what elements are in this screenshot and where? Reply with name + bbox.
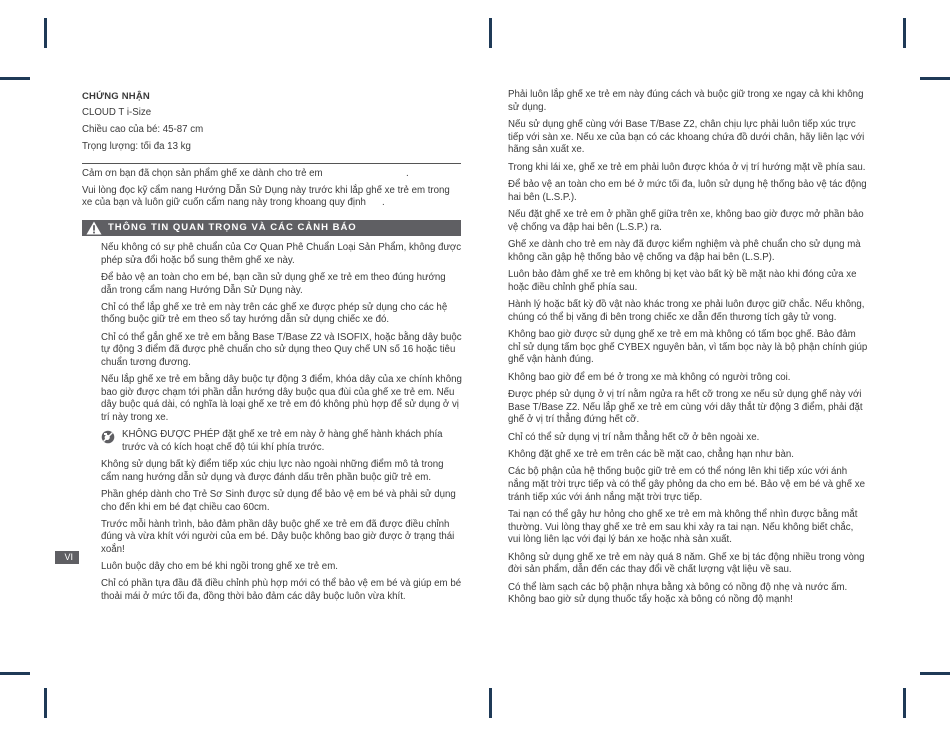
crop-mark <box>903 688 906 718</box>
warning-paragraph: Nếu sử dụng ghế cùng với Base T/Base Z2, chân chịu lực phải luôn tiếp xúc trực tiếp với sàn xe. Nếu xe của bạn có các khoang chứa đồ dưới chân, hãy liên lạc với hãng sản xuất xe. <box>508 119 865 156</box>
warning-paragraph: Luôn buộc dây cho em bé khi ngồi trong ghế xe trẻ em. <box>101 561 338 573</box>
page-label: VI <box>55 551 79 564</box>
intro-paragraph: Cảm ơn bạn đã chọn sản phẩm ghế xe dành cho trẻ em . <box>82 168 409 179</box>
airbag-warning-text: KHÔNG ĐƯỢC PHÉP đặt ghế xe trẻ em này ở hàng ghế hành khách phía trước và có kích hoạt chế độ túi khí phía trước. <box>122 429 443 453</box>
warning-header-text: THÔNG TIN QUAN TRỌNG VÀ CÁC CẢNH BÁO <box>108 222 357 234</box>
warnings-list-left <box>82 242 462 603</box>
certification-line: Trọng lượng: tối đa 13 kg <box>82 141 191 153</box>
warning-paragraph: Chỉ có thể sử dụng vị trí nằm thẳng hết cỡ ở bên ngoài xe. <box>508 431 760 443</box>
certification-title: CHỨNG NHẬN <box>82 91 150 102</box>
divider <box>82 163 461 164</box>
crop-mark <box>44 18 47 48</box>
warning-paragraph: Để bảo vệ an toàn cho em bé ở mức tối đa, luôn sử dụng hệ thống bảo vệ tác động hai bên (L.S.P.). <box>508 179 867 203</box>
intro-paragraph: Vui lòng đọc kỹ cẩm nang Hướng Dẫn Sử Dụng này trước khi lắp ghế xe trẻ em trong xe của bạn và luôn giữ cuốn cẩm nang này trong khoang quy định . <box>82 184 453 209</box>
warning-paragraph: Không sử dụng ghế xe trẻ em này quá 8 năm. Ghế xe bị tác động nhiều trong vòng đời sản phẩm, dẫn đến các thay đổi về chất lượng vật liệu về sau. <box>508 551 865 576</box>
warning-paragraph: Để bảo vệ an toàn cho em bé, bạn cần sử dụng ghế xe trẻ em theo đúng hướng dẫn trong cẩm nang Hướng Dẫn Sử Dụng này. <box>101 271 446 296</box>
warning-paragraph: Phần ghép dành cho Trẻ Sơ Sinh được sử dụng để bảo vệ em bé và phải sử dụng cho đến khi em bé đạt chiều cao 60cm. <box>101 488 456 513</box>
warning-paragraph: Nếu đặt ghế xe trẻ em ở phần ghế giữa trên xe, không bao giờ được mở phần bảo vệ chống va đập hai bên (L.S.P.) ra. <box>508 209 864 233</box>
crop-mark <box>903 18 906 48</box>
warning-triangle-icon <box>86 221 102 235</box>
crop-mark <box>489 18 492 48</box>
warning-paragraph: Không bao giờ để em bé ở trong xe mà không có người trông coi. <box>508 371 791 383</box>
warning-header <box>82 220 461 236</box>
right-column <box>508 89 868 612</box>
warning-paragraph: Chỉ có thể gắn ghế xe trẻ em bằng Base T/Base Z2 và ISOFIX, hoặc bằng dây buộc tự động 3 điểm đã được phê chuẩn cho sử dụng theo Quy chế UN số 16 hoặc tiêu chuẩn tương đương. <box>101 331 462 368</box>
warning-paragraph: Không bao giờ được sử dụng ghế xe trẻ em mà không có tấm bọc ghế. Bảo đảm chỉ sử dụng tấm bọc ghế CYBEX nguyên bản, vì tấm bọc này là bộ phận chính giúp ghế vận hành đúng. <box>508 329 868 366</box>
certification-line: CLOUD T i-Size <box>82 106 152 118</box>
warning-paragraph: Không sử dụng bất kỳ điểm tiếp xúc chịu lực nào ngoài những điểm mô tả trong cẩm nang hướng dẫn sử dụng và được đánh dấu trên phần buộc giữ trẻ em. <box>101 459 444 483</box>
warning-paragraph: Nếu lắp ghế xe trẻ em bằng dây buộc tự động 3 điểm, khóa dây của xe chính không bao giờ được chạm tới phần dẫn hướng dây buộc qua đùi của ghế xe trẻ em. Nếu dây buộc quá dài, có nghĩa là loại ghế xe trẻ em đó không phù hợp để sử dụng ở vị trí này trong xe. <box>101 374 462 424</box>
crop-mark <box>0 77 30 80</box>
no-airbag-icon <box>101 430 115 444</box>
warning-paragraph: Ghế xe dành cho trẻ em này đã được kiểm nghiệm và phê chuẩn cho sử dụng mà không cần gập hệ thống bảo vệ chống va đập hai bên (L.S.P). <box>508 239 861 263</box>
warning-paragraph: Có thể làm sạch các bộ phận nhựa bằng xà bông có nồng độ nhẹ và nước ấm. Không bao giờ sử dụng thuốc tẩy hoặc xà bông có nồng độ mạnh! <box>508 581 848 606</box>
warning-paragraph: Tai nạn có thể gây hư hỏng cho ghế xe trẻ em mà không thể nhìn được bằng mắt thường. Vui lòng thay ghế xe trẻ em sau khi xảy ra tai nạn. Nếu không biết chắc, vui lòng liên lạc với đại lý bán xe hoặc nhà sản xuất. <box>508 509 858 546</box>
crop-mark <box>489 688 492 718</box>
warning-paragraph: Được phép sử dụng ở vị trí nằm ngửa ra hết cỡ trong xe nếu sử dụng ghế này với Base T/Base Z2. Nếu lắp ghế xe trẻ em cùng với dây thắt từ động 3 điểm, phải đặt ghế ở vị trí thẳng đứng hết cỡ. <box>508 389 863 426</box>
warning-paragraph: Chỉ có thể lắp ghế xe trẻ em này trên các ghế xe được phép sử dụng cho các hệ thống buộc giữ trẻ em theo sổ tay hướng dẫn sử dụng chiếc xe đó. <box>101 301 448 326</box>
crop-mark <box>44 688 47 718</box>
warning-paragraph: Không đặt ghế xe trẻ em trên các bề mặt cao, chẳng hạn như bàn. <box>508 449 794 460</box>
certification-line: Chiều cao của bé: 45-87 cm <box>82 124 204 135</box>
warning-paragraph: Các bộ phận của hệ thống buộc giữ trẻ em có thể nóng lên khi tiếp xúc với ánh nắng mặt trời trực tiếp và có thể gây phỏng da cho em bé. Bảo vệ em bé và ghế xe tránh tiếp xúc với ánh nắng mặt trời trực tiếp. <box>508 466 865 503</box>
warning-paragraph: Chỉ có phần tựa đầu đã điều chỉnh phù hợp mới có thể bảo vệ em bé và giúp em bé thoải mái ở mức tối đa, đồng thời bảo đảm các dây buộc luôn vừa khít. <box>101 578 462 602</box>
warning-paragraph: Phải luôn lắp ghế xe trẻ em này đúng cách và buộc giữ trong xe ngay cả khi không sử dụng. <box>508 89 864 113</box>
crop-mark <box>920 77 950 80</box>
airbag-warning <box>101 429 462 454</box>
crop-mark <box>920 672 950 675</box>
crop-mark <box>0 672 30 675</box>
warning-paragraph: Hành lý hoặc bất kỳ đồ vật nào khác trong xe phải luôn được giữ chắc. Nếu không, chúng có thể bị văng đi bên trong chiếc xe dẫn đến thương tích gây tử vong. <box>508 299 865 323</box>
warning-paragraph: Trước mỗi hành trình, bảo đảm phần dây buộc ghế xe trẻ em đã được điều chỉnh đúng và vừa khít với người của em bé. Dây buộc không bao giờ được ở trạng thái xoắn! <box>101 518 455 555</box>
left-column <box>82 91 462 608</box>
warning-paragraph: Nếu không có sự phê chuẩn của Cơ Quan Phê Chuẩn Loại Sản Phẩm, không được phép sửa đổi hoặc bổ sung thêm ghế xe này. <box>101 242 462 266</box>
warning-paragraph: Trong khi lái xe, ghế xe trẻ em phải luôn được khóa ở vị trí hướng mặt về phía sau. <box>508 161 866 173</box>
intro <box>82 168 462 210</box>
warning-paragraph: Luôn bảo đảm ghế xe trẻ em không bị kẹt vào bất kỳ bề mặt nào khi đóng cửa xe hoặc điều chỉnh ghế phía sau. <box>508 269 857 293</box>
